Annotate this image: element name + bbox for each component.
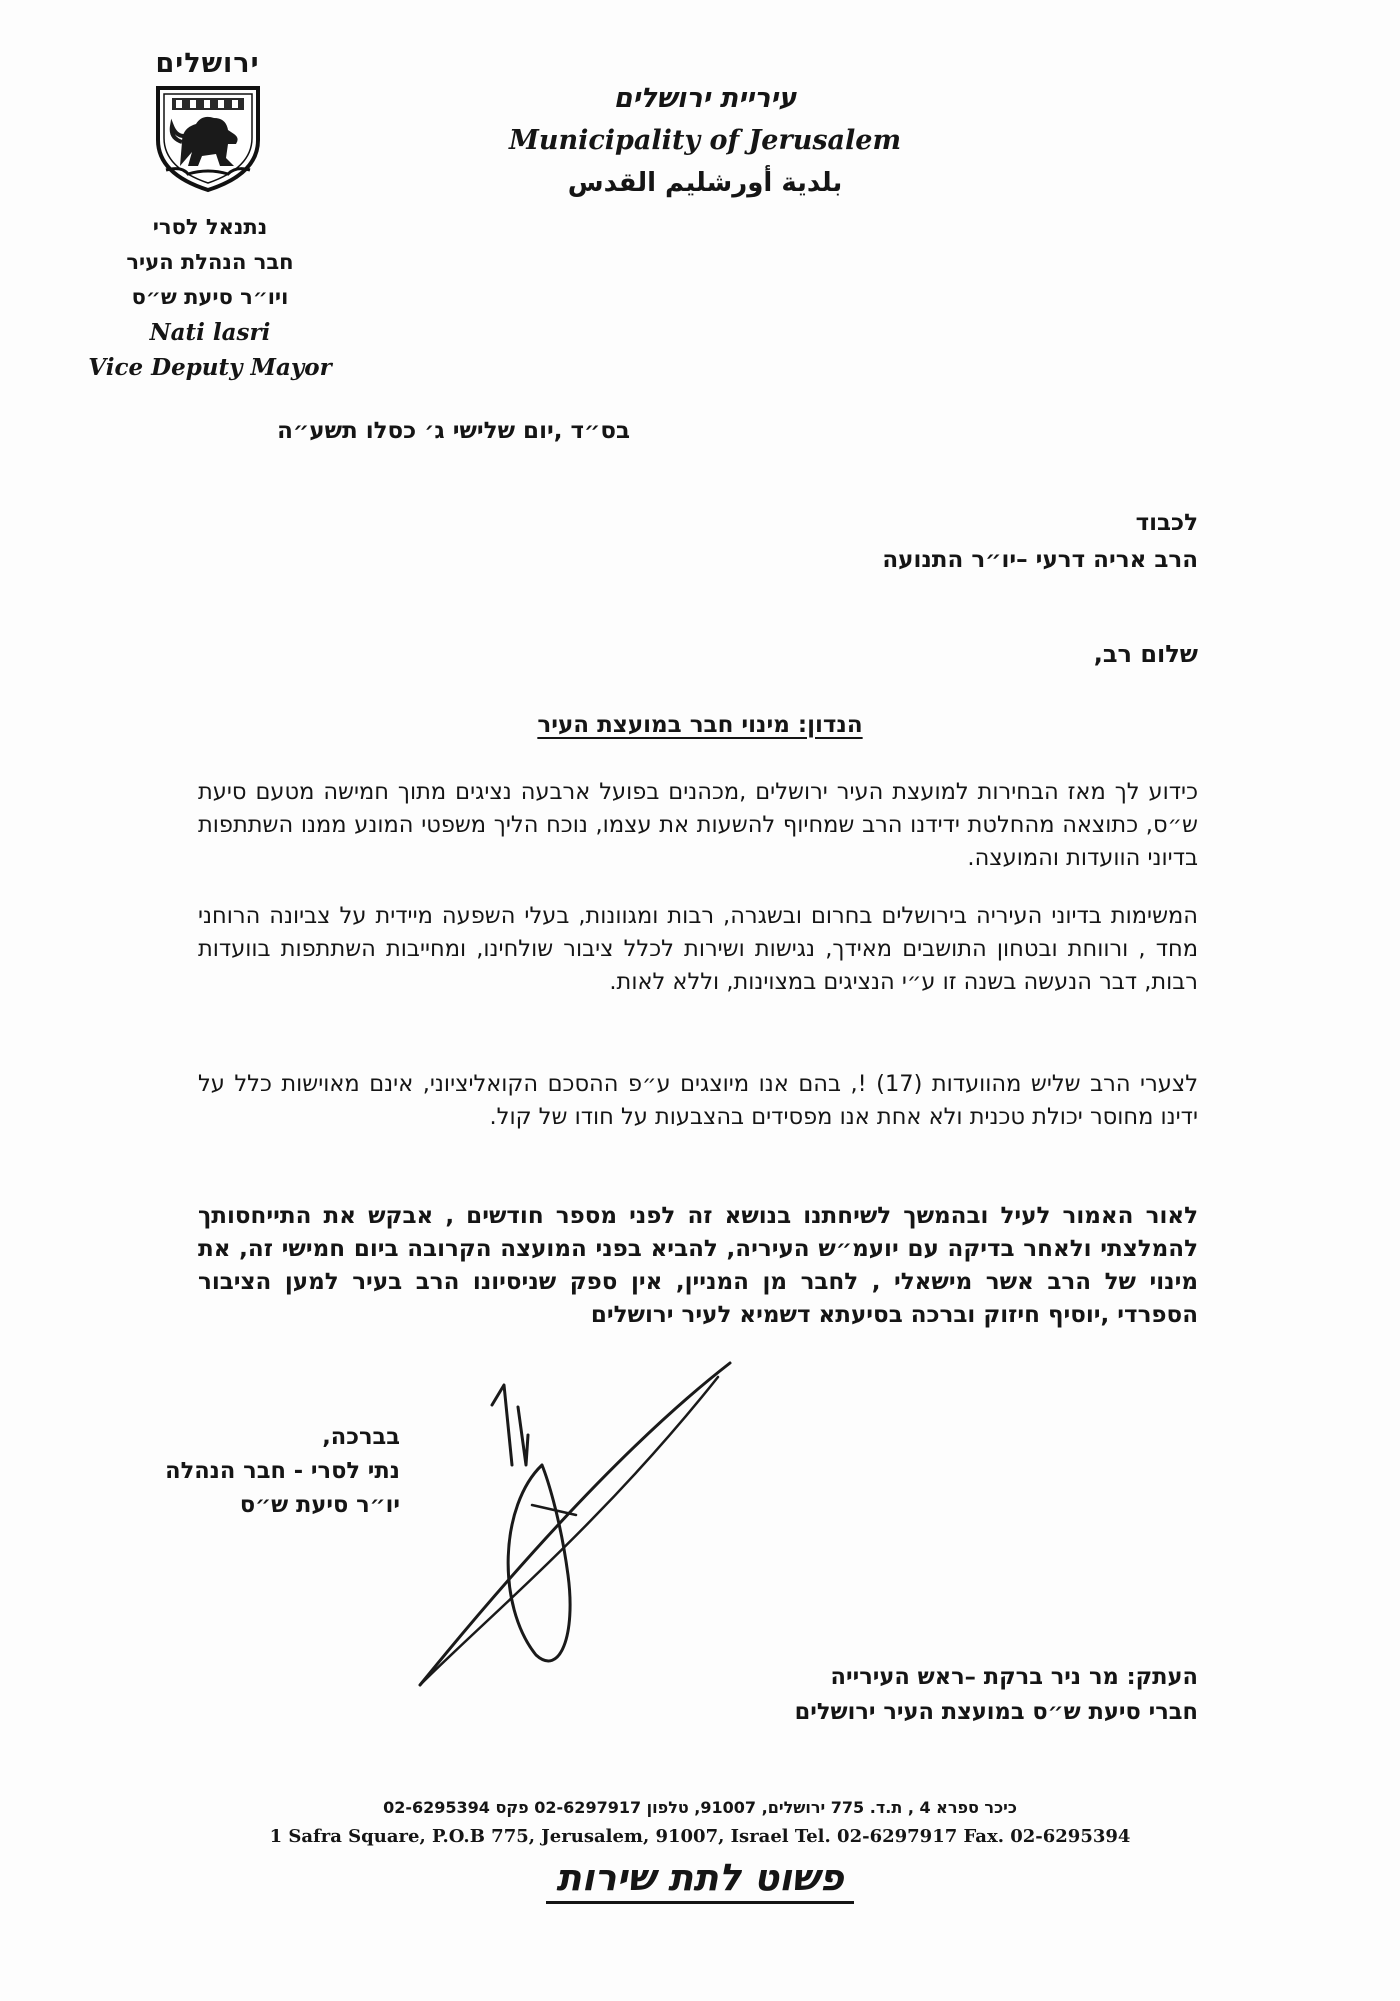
paragraph-1: כידוע לך מאז הבחירות למועצת העיר ירושלים ,מכהנים בפועל ארבעה נציגים מתוך חמישה מטעם סיעת ש״ס, כתוצאה מהחלטת ידידנו הרב שמחיוף להשעות את עצמו, נוכח הליך משפטי המונע ממנו השתתפות בדיוני הוועדות והמועצה. bbox=[198, 779, 1198, 871]
paragraph-3: לצערי הרב שליש מהוועדות (17) !, בהם אנו מיוצגים ע״פ ההסכם הקואליציוני, אינם מאוישות כלל על ידינו מחוסר יכולת טכנית ולא אחת אנו מפסידים בהצבעות על חודו של קול. bbox=[198, 1071, 1198, 1130]
footer-slogan-text: פשוט לתת שירות bbox=[546, 1856, 853, 1904]
municipality-name-en: Municipality of Jerusalem bbox=[508, 125, 902, 156]
municipality-header bbox=[505, 78, 905, 204]
footer-address-en: 1 Safra Square, P.O.B 775, Jerusalem, 91007, Israel Tel. 02-6297917 Fax. 02-6295394 bbox=[269, 1826, 1131, 1847]
paragraph-2: המשימות בדיוני העיריה בירושלים בחרום ובשגרה, רבות ומגוונות, בעלי השפעה מיידית על צביונה הרוחני מחד , ורווחת ובטחון התושבים מאידך, נגישות ושירות לכלל ציבור שולחינו, ומחייבות השתתפות בוועדות רבות, דבר הנעשה בשנה זו ע״י הנציגים במצוינות, וללא לאות. bbox=[198, 903, 1198, 995]
municipality-name-he: עיריית ירושלים bbox=[613, 83, 797, 114]
cc-block bbox=[298, 1660, 1198, 1730]
footer-slogan bbox=[500, 1856, 900, 1899]
subject-line bbox=[200, 712, 1200, 738]
emblem-city-name: ירושלים bbox=[155, 48, 260, 79]
addressee-name: הרב אריה דרעי –יו״ר התנועה bbox=[882, 547, 1198, 573]
closing-role: יו״ר סיעת ש״ס bbox=[239, 1492, 400, 1518]
paragraph-4: לאור האמור לעיל ובהמשך לשיחתנו בנושא זה לפני מספר חודשים , אבקש את התייחסותך להמלצתי ולאחר בדיקה עם יועמ״ש העיריה, להביא בפני המועצה הקרובה ביום חמישי זה, את מינוי של הרב אשר מישאלי , לחבר מן המניין, אין ספק שניסיונו הרב בעיר למען הציבור הספרדי ,יוסיף חיזוק וברכה בסיעתא דשמיא לעיר ירושלים bbox=[198, 1203, 1198, 1328]
footer-address-he: כיכר ספרא 4 , ת.ד. 775 ירושלים, 91007, טלפון 02-6297917 פקס 02-6295394 bbox=[383, 1798, 1017, 1817]
addressee-label: לכבוד bbox=[1135, 510, 1198, 536]
sender-name-he: נתנאל לסרי bbox=[152, 215, 268, 239]
sender-role1-he: חבר הנהלת העיר bbox=[126, 250, 294, 274]
sender-name-en: Nati lasri bbox=[149, 319, 271, 346]
sender-title-en: Vice Deputy Mayor bbox=[88, 354, 332, 381]
closing-block bbox=[100, 1420, 400, 1522]
handwritten-signature bbox=[400, 1355, 760, 1695]
cc-line-1: העתק: מר ניר ברקת –ראש העירייה bbox=[830, 1664, 1198, 1690]
sender-role2-he: ויו״ר סיעת ש״ס bbox=[131, 285, 289, 309]
cc-line-2: חברי סיעת ש״ס במועצת העיר ירושלים bbox=[794, 1699, 1198, 1725]
addressee-block bbox=[498, 505, 1198, 579]
jerusalem-emblem bbox=[140, 48, 275, 194]
letter-date: בס״ד ,יום שלישי ג׳ כסלו תשע״ה bbox=[277, 418, 630, 444]
closing-greeting: בברכה, bbox=[322, 1424, 400, 1450]
sender-block bbox=[60, 210, 360, 385]
lion-shield-icon bbox=[152, 82, 264, 194]
municipality-name-ar: بلدية أورشليم القدس bbox=[567, 168, 843, 198]
greeting: שלום רב, bbox=[1093, 640, 1198, 668]
closing-name: נתי לסרי - חבר הנהלה bbox=[165, 1458, 400, 1484]
subject-text: הנדון: מינוי חבר במועצת העיר bbox=[537, 712, 863, 738]
